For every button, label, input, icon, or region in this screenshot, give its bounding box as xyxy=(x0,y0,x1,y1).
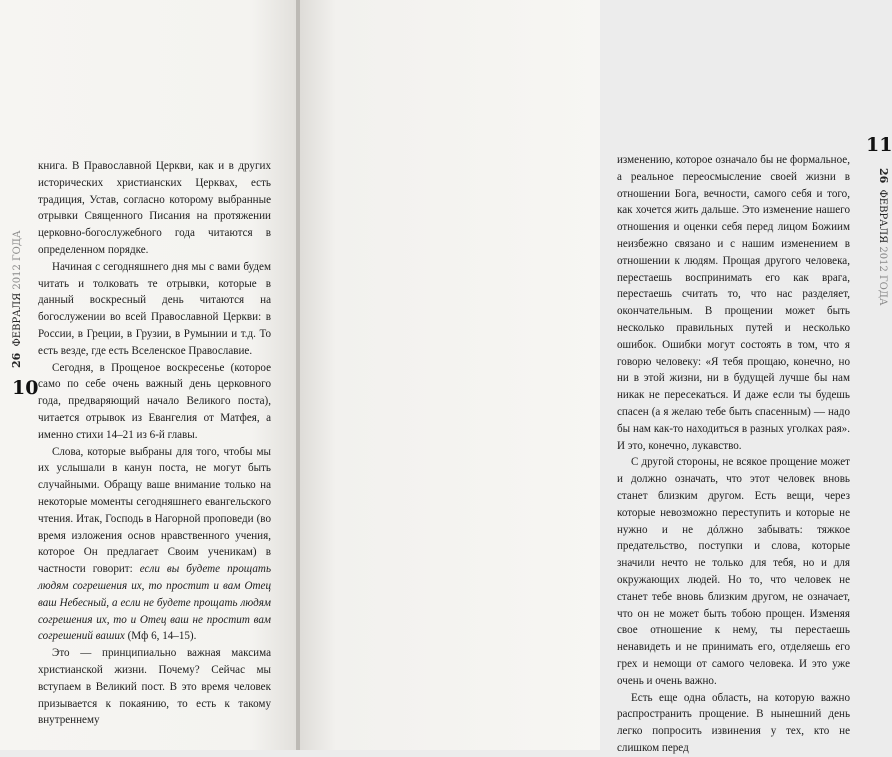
running-head-suffix: ГОДА xyxy=(12,230,23,261)
left-page-text xyxy=(38,158,271,729)
paragraph: книга. В Православной Церкви, как и в других исторических христианских Церквах, есть традиция, Устав, согласно которому выбранные отрывки Священного Писания на протяжении церковно-богослужебного года читаются в определенном порядке. xyxy=(38,160,271,256)
paragraph: Сегодня, в Прощеное воскресенье (которое само по себе очень важный день церковного года, предваряющий начало Великого поста), читается отрывок из Евангелия от Матфея, а именно стихи 14–21 из 6-й главы. xyxy=(38,361,271,441)
scripture-reference: (Мф 6, 14–15). xyxy=(127,630,197,643)
paragraph: Это — принципиально важная максима христианской жизни. Почему? Сейчас мы вступаем в Великий пост. В это время человек призывается к покаянию, то есть к такому внутреннему xyxy=(38,647,271,727)
paragraph: Начиная с сегодняшнего дня мы с вами будем читать и толковать те отрывки, которые в данный воскресный день читаются на богослужении во всей Православной Церкви: в России, в Греции, в Грузии, в Румынии и т.д. То есть везде, где есть Вселенское Православие. xyxy=(38,260,271,357)
right-running-head xyxy=(877,168,890,306)
page-number-left: 10 xyxy=(12,377,39,399)
right-page-text xyxy=(617,152,850,757)
running-head-suffix: ГОДА xyxy=(877,275,888,306)
running-head-day: 26 xyxy=(877,168,890,184)
scripture-quote: если вы будете прощать людям согрешения их, то простит и вам Отец ваш Небесный, а если не будете прощать людям согрешения их, то и Отец ваш не простит вам согрешений ваших xyxy=(38,563,271,643)
paragraph: Есть еще одна область, на которую важно распространить прощение. В нынешний день легко попросить извинения у тех, кто не слишком перед xyxy=(617,691,850,754)
right-page xyxy=(300,0,892,754)
paragraph: изменению, которое означало бы не формальное, а реальное переосмысление своей жизни в отношении Бога, вечности, самого себя и того, как хочется жить дальше. Это изменение нашего отношения и оценки себя перед лицом Божиим неизбежно связано и с нашим изменением в отношении к людям. Прощая другого человека, перестаешь воспринимать его как врага, перестаешь считать то, что нас разделяет, окончательным. В прощении может быть несколько правильных путей и несколько ошибок. Ошибки могут состоять в том, что я говорю человеку: «Я тебя прощаю, конечно, но ни в этой жизни, ни в будущей лучше бы нам никак не пересекаться. И даже если ты будешь спасен (а я желаю тебе быть спасенным) — надо бы нам как-то находиться в разных уголках рая». И это, конечно, лукавство. xyxy=(617,154,850,452)
paragraph: С другой стороны, не всякое прощение может и должно означать, что этот человек вновь станет близким другом. Есть вещи, через которые невозможно переступить и которые не нужно и не дóлжно забывать: тяжкое предательство, поступки и слова, которые значили нечто не только для тебя, но и для окружающих людей. Но то, что человек не станет тебе вновь близким другом, не означает, что он не может быть тобою прощен. Изменяя свое отношение к нему, ты перестаешь ненавидеть и не принимать его, отделяешь его грех и немощи от самого человека. И это уже очень и очень важно. xyxy=(617,456,850,687)
left-running-head xyxy=(10,230,23,368)
running-head-year: 2012 xyxy=(12,264,23,290)
left-page xyxy=(0,0,296,750)
paragraph xyxy=(38,444,271,646)
running-head-month: ФЕВРАЛЯ xyxy=(877,189,888,244)
page-number-right: 11 xyxy=(866,134,892,156)
paragraph-text: Слова, которые выбраны для того, чтобы мы их услышали в канун поста, не могут быть случайными. Обращу ваше внимание только на некоторые моменты сегодняшнего евангельского чтения. Итак, Господь в Нагорной проповеди (во время изложения основ нравственного учения, которое Он предлагает Своим ученикам) в частности говорит: xyxy=(38,445,271,576)
running-head-year: 2012 xyxy=(877,246,888,272)
running-head-month: ФЕВРАЛЯ xyxy=(12,292,23,347)
running-head-day: 26 xyxy=(10,352,23,368)
